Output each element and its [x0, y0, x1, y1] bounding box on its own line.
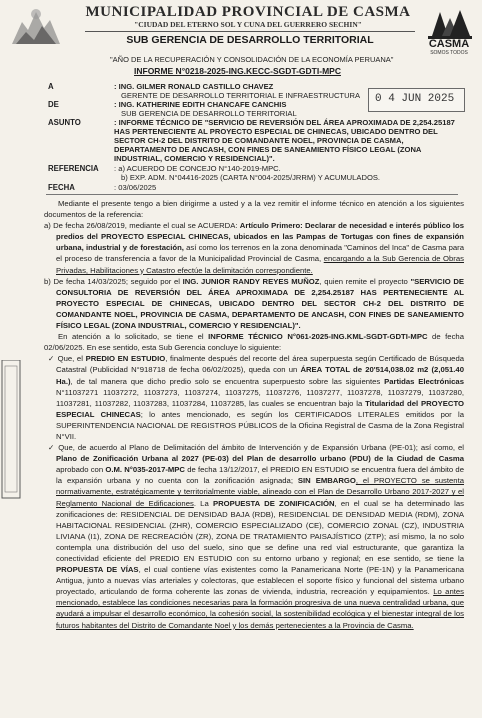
logo-wordmark: CASMA: [428, 38, 470, 50]
reference-item-b: [44, 276, 464, 331]
b1-p1: Que, el: [57, 354, 86, 364]
b2-p12: , el cual contiene vías existentes como la Panamericana Norte (PE-1N) y la Panamericana Antigua, junto a nuevas vías arteriales y colectoras, que establecen el soporte físico y funcional del sistema urbano proyectado, articulando de forma coherente las zonas de vivienda, industria, recreación y equipamientos.: [56, 565, 464, 597]
item-a-part1: a) De fecha 26/08/2019, mediante el cual se ACUERDA:: [44, 221, 240, 231]
conclusion-bullet-2: ✓ Que, de acuerdo al Plano de Delimitación del ámbito de Intervención y de Expansión Urbana (PE-01); así como, el Plano de Zonificación Urbana al 2027 (PE-03) del Plan de desarrollo urbano (PDU) de la Ciudad de Casma aprobado con O.M. N°035-2017-MPC de fecha 13/12/2017, el PREDIO EN ESTUDIO se encuentra fuera del ámbito de la expansión urbana y no cuenta con la zonificación asignada; SIN EMBARGO, el PROYECTO se sustenta normativamente, estratégicamente y territorialmente viable, alineado con el Plan de Desarrollo Urbano 2017-2027 y el Reglamento Nacional de Edificaciones. La PROPUESTA DE ZONIFICACIÓN, en el cual se ha determinado las zonificaciones de: RESIDENCIAL DE DENSIDAD BAJA (RDB), RESIDENCIAL DE DENSIDAD MEDIA (RDM), ZONA HABITACIONAL RESIDENCIAL (ZHR), COMERCIO ESPECIALIZADO (CE), COMERCIO ZONAL (CZ), INDUSTRIA LIVIANA (I1), ZONA DE RECREACIÓN (ZR), ZONA DE TRATAMIENTO PAISAJÍSTICO (ZTP); así mismo, la no solo contempla una distribución del uso del suelo, sino que se define una red vial estructurante, que garantiza la conectividad eficiente del PREDIO EN ESTUDIO con su entorno urbano y regional; en ese sentido, se tiene la PROPUESTA DE VÍAS, el cual contiene vías existentes como la Panamericana Norte (PE-1N) y la Panamericana Antigua, junto a nuevas vías arteriales y colectoras, que establecen el soporte físico y funcional del sistema urbano proyectado, articulando de forma coherente las zonas de vivienda, industria, recreación y equipamientos. Lo antes mencionado, establece las condiciones necesarias para la formación progresiva de una nueva centralidad urbana, que ayudará a impulsar el desarrollo económico, la cohesión social, la sostenibilidad ecológica y el bienestar integral de los futuros habitantes del Distrito de Comandante Noel y los demás pertenecientes a la Provincia de Casma.: [48, 443, 464, 630]
b1-p9: ; lo antes mencionado, es según los CERTIFICADOS LITERALES emitidos por la SUPERINTENDENCIA NACIONAL DE REGISTROS PÚBLICOS de la Oficina Registral de Casma de la Zona Registral N°VII.: [56, 409, 464, 441]
paragraph-2: [44, 331, 464, 353]
b2-p9: PROPUESTA DE ZONIFICACIÓN: [212, 498, 335, 508]
b2-p2: Plano de Zonificación Urbana al 2027 (PE-03) del Plan de desarrollo urbano (PDU) de la Ciudad de Casma: [56, 454, 464, 464]
year-motto: "AÑO DE LA RECUPERACIÓN Y CONSOLIDACIÓN DE LA ECONOMÍA PERUANA": [110, 55, 394, 64]
header-title: MUNICIPALIDAD PROVINCIAL DE CASMA: [85, 4, 411, 20]
b1-p5: , de tal manera que dicho predio solo se encuentra superpuesto sobre las siguientes: [70, 376, 385, 386]
item-a-part2: Artículo Primero: Declarar de necesidad e interés público los predios del PROYECTO ESPECIAL CHINECAS, ubicados en las Pampas de Tortugas con fines de expansión urbana, industrial y de forestación,: [56, 221, 464, 253]
item-a-part3: así como los terrenos en la zona denominada "Caminos del Inca" de Casma para el proceso de transferencia a favor de la Municipalidad Provincial de Casma,: [56, 243, 465, 264]
meta-asunto-label: ASUNTO: [48, 118, 81, 127]
meta-asunto-value: : INFORME TÉCNICO DE "SERVICIO DE REVERSIÓN DEL ÁREA APROXIMADA DE 2,254.25187 HAS PERTENECIENTE AL PROYECTO ESPECIAL DE CHINECAS, UBICADO DENTRO DEL SECTOR CH-2 DEL DISTRITO DE COMANDANTE NOEL, PROVINCIA DE CASMA, DEPARTAMENTO DE ANCASH, CON FINES DE SANEAMIENTO FÍSICO LEGAL (ZONA INDUSTRIAL, COMERCIO Y RESIDENCIAL)".: [114, 118, 455, 163]
item-b-part3: , quien remite el proyecto: [319, 276, 411, 286]
b2-p7: , el PROYECTO se sustenta normativamente, estratégicamente y territorialmente viable, alineado con el Plan de Desarrollo Urbano 2017-2027 y el Reglamento Nacional de Edificaciones: [56, 476, 464, 508]
b1-p8: Titularidad del PROYECTO ESPECIAL CHINECAS: [56, 398, 464, 419]
reference-item-a: [44, 220, 464, 275]
b2-p8: . La: [193, 498, 213, 508]
para2-part2: INFORME TÉCNICO N°061-2025-ING.KML-SGDT-GDTI-MPC: [208, 332, 428, 342]
item-b-part4: "SERVICIO DE CONSULTORIA DE REVERSIÓN DEL ÁREA APROXIMADA DE 2,254.25187 HAS PERTENECIENTE AL PROYECTO ESPECIAL DE CHINECAS, UBICADO DENTRO DEL SECTOR CH-2 DEL DISTRITO DE COMANDANTE NOEL, PROVINCIA DE CASMA, DEPARTAMENTO DE ANCASH, CON FINES DE SANEAMIENTO FÍSICO LEGAL (ZONA INDUSTRIAL, COMERCIO Y RESIDENCIAL)".: [56, 276, 464, 331]
b1-p7: N°11037271 11037272, 11037273, 11037274, 11037275, 11037276, 11037277, 11037278, 11037279, 11037280, 11037281, 11037282, 11037283, 11037284, 11037285, las cuales se encuentran bajo la: [56, 387, 464, 408]
casma-logo: [420, 6, 478, 58]
stamp-date: 0 4 JUN 2025: [375, 93, 455, 105]
meta-a-value: : ING. GILMER RONALD CASTILLO CHAVEZ: [114, 82, 274, 91]
meta-ref-b: b) EXP. ADM. N°04416-2025 (CARTA N°004-2025/JRRM) Y ACUMULADOS.: [121, 173, 381, 182]
para2-part1: En atención a lo solicitado, se tiene el: [58, 332, 209, 342]
meta-divider: [46, 194, 458, 195]
b2-p13: Lo antes mencionado, establece las condiciones necesarias para la formación progresiva de una nueva centralidad urbana, que ayudará a impulsar el desarrollo económico, la cohesión social, la sostenibilidad ecológica y el bienestar integral de los futuros habitantes del Distrito de Comandante Noel y los demás pertenecientes a la Provincia de Casma.: [56, 587, 464, 630]
meta-ref-a: : a) ACUERDO DE CONCEJO N°140-2019-MPC.: [114, 164, 281, 173]
b2-p10: , en el cual se ha determinado las zonificaciones de: RESIDENCIAL DE DENSIDAD BAJA (RDB), RESIDENCIAL DE DENSIDAD MEDIA (RDM), ZONA HABITACIONAL RESIDENCIAL (ZHR), COMERCIO ESPECIALIZADO (CE), COMERCIO ZONAL (CZ), INDUSTRIA LIVIANA (I1), ZONA DE RECREACIÓN (ZR), ZONA DE TRATAMIENTO PAISAJÍSTICO (ZTP); así mismo, la no solo contempla una distribución del uso del suelo, sino que se define una red vial estructurante, que garantiza la conectividad eficiente del PREDIO EN ESTUDIO con su entorno urbano y regional; en ese sentido, se tiene la: [56, 498, 464, 563]
municipal-crest-logo: [6, 4, 64, 48]
item-a-part4: encargando a la Sub Gerencia de Obras Privadas, Habilitaciones y Catastro efectúe la delimitación correspondiente.: [56, 254, 464, 275]
meta-fecha-label: FECHA: [48, 183, 75, 192]
b1-p6: Partidas Electrónicas: [384, 376, 464, 386]
received-date-stamp: [368, 88, 465, 112]
header-divider: [85, 31, 415, 32]
b1-p4: ÁREA TOTAL de 20'514,038.02 m2 (2,051.40 Ha.): [56, 365, 464, 386]
meta-a-value2: GERENTE DE DESARROLLO TERRITORIAL E INFRAESTRUCTURA: [121, 91, 361, 100]
logo-tagline: SOMOS TODOS: [430, 50, 468, 56]
b2-p11: PROPUESTA DE VÍAS: [56, 565, 139, 575]
item-b-part1: b) De fecha 14/03/2025; seguido por el: [44, 276, 183, 286]
document-body: [44, 198, 464, 631]
b1-p3: , finalmente después del recorte del área superpuesta según Certificado de Búsqueda Catastral (Publicidad N°918718 de fecha 06/02/2025), queda con un: [56, 354, 464, 375]
meta-de-label: DE: [48, 100, 59, 109]
meta-ref-label: REFERENCIA: [48, 164, 99, 173]
item-b-part2: ING. JUNIOR RANDY REYES MUÑOZ: [182, 276, 320, 286]
meta-a-label: A: [48, 82, 54, 91]
b2-p3: aprobado con: [56, 465, 106, 475]
header-subtitle: "CIUDAD DEL ETERNO SOL Y CUNA DEL GUERRERO SECHIN": [134, 20, 362, 29]
para2-part3: de fecha 02/06/2025. En ese sentido, esta Sub Gerencia concluye lo siguiente:: [44, 332, 464, 353]
header-department: SUB GERENCIA DE DESARROLLO TERRITORIAL: [126, 34, 374, 46]
side-seal-stamp: [0, 360, 24, 500]
b2-p4: O.M. N°035-2017-MPC: [105, 465, 185, 475]
meta-fecha-value: : 03/06/2025: [114, 183, 157, 192]
intro-paragraph: Mediante el presente tengo a bien dirigirme a usted y a la vez remitir el informe técnico en atención a los siguientes documentos de la referencia:: [44, 199, 464, 220]
meta-de-value2: SUB GERENCIA DE DESARROLLO TERRITORIAL: [121, 109, 297, 118]
b2-p6: SIN EMBARGO: [297, 476, 356, 486]
conclusion-bullet-1: ✓ Que, el PREDIO EN ESTUDIO, finalmente después del recorte del área superpuesta según Certificado de Búsqueda Catastral (Publicidad N°918718 de fecha 06/02/2025), queda con un ÁREA TOTAL de 20'514,038.02 m2 (2,051.40 Ha.), de tal manera que dicho predio solo se encuentra superpuesto sobre las siguientes Partidas Electrónicas N°11037271 11037272, 11037273, 11037274, 11037275, 11037276, 11037277, 11037278, 11037279, 11037280, 11037281, 11037282, 11037283, 11037284, 11037285, las cuales se encuentran bajo la Titularidad del PROYECTO ESPECIAL CHINECAS; lo antes mencionado, es según los CERTIFICADOS LITERALES emitidos por la SUPERINTENDENCIA NACIONAL DE REGISTROS PÚBLICOS de la Oficina Registral de Casma de la Zona Registral N°VII.: [48, 354, 464, 441]
b2-p1: Que, de acuerdo al Plano de Delimitación del ámbito de Intervención y de Expansión Urbana (PE-01); así como, el: [58, 443, 464, 453]
report-number: INFORME N°0218-2025-ING.KECC-SGDT-GDTI-MPC: [134, 66, 341, 76]
meta-de-value: : ING. KATHERINE EDITH CHANCAFE CANCHIS: [114, 100, 287, 109]
b1-p2: PREDIO EN ESTUDIO: [85, 354, 166, 364]
b2-p5: de fecha 13/12/2017, el PREDIO EN ESTUDIO se encuentra fuera del ámbito de la expansión urbana y no cuenta con la zonificación asignada;: [56, 465, 464, 486]
